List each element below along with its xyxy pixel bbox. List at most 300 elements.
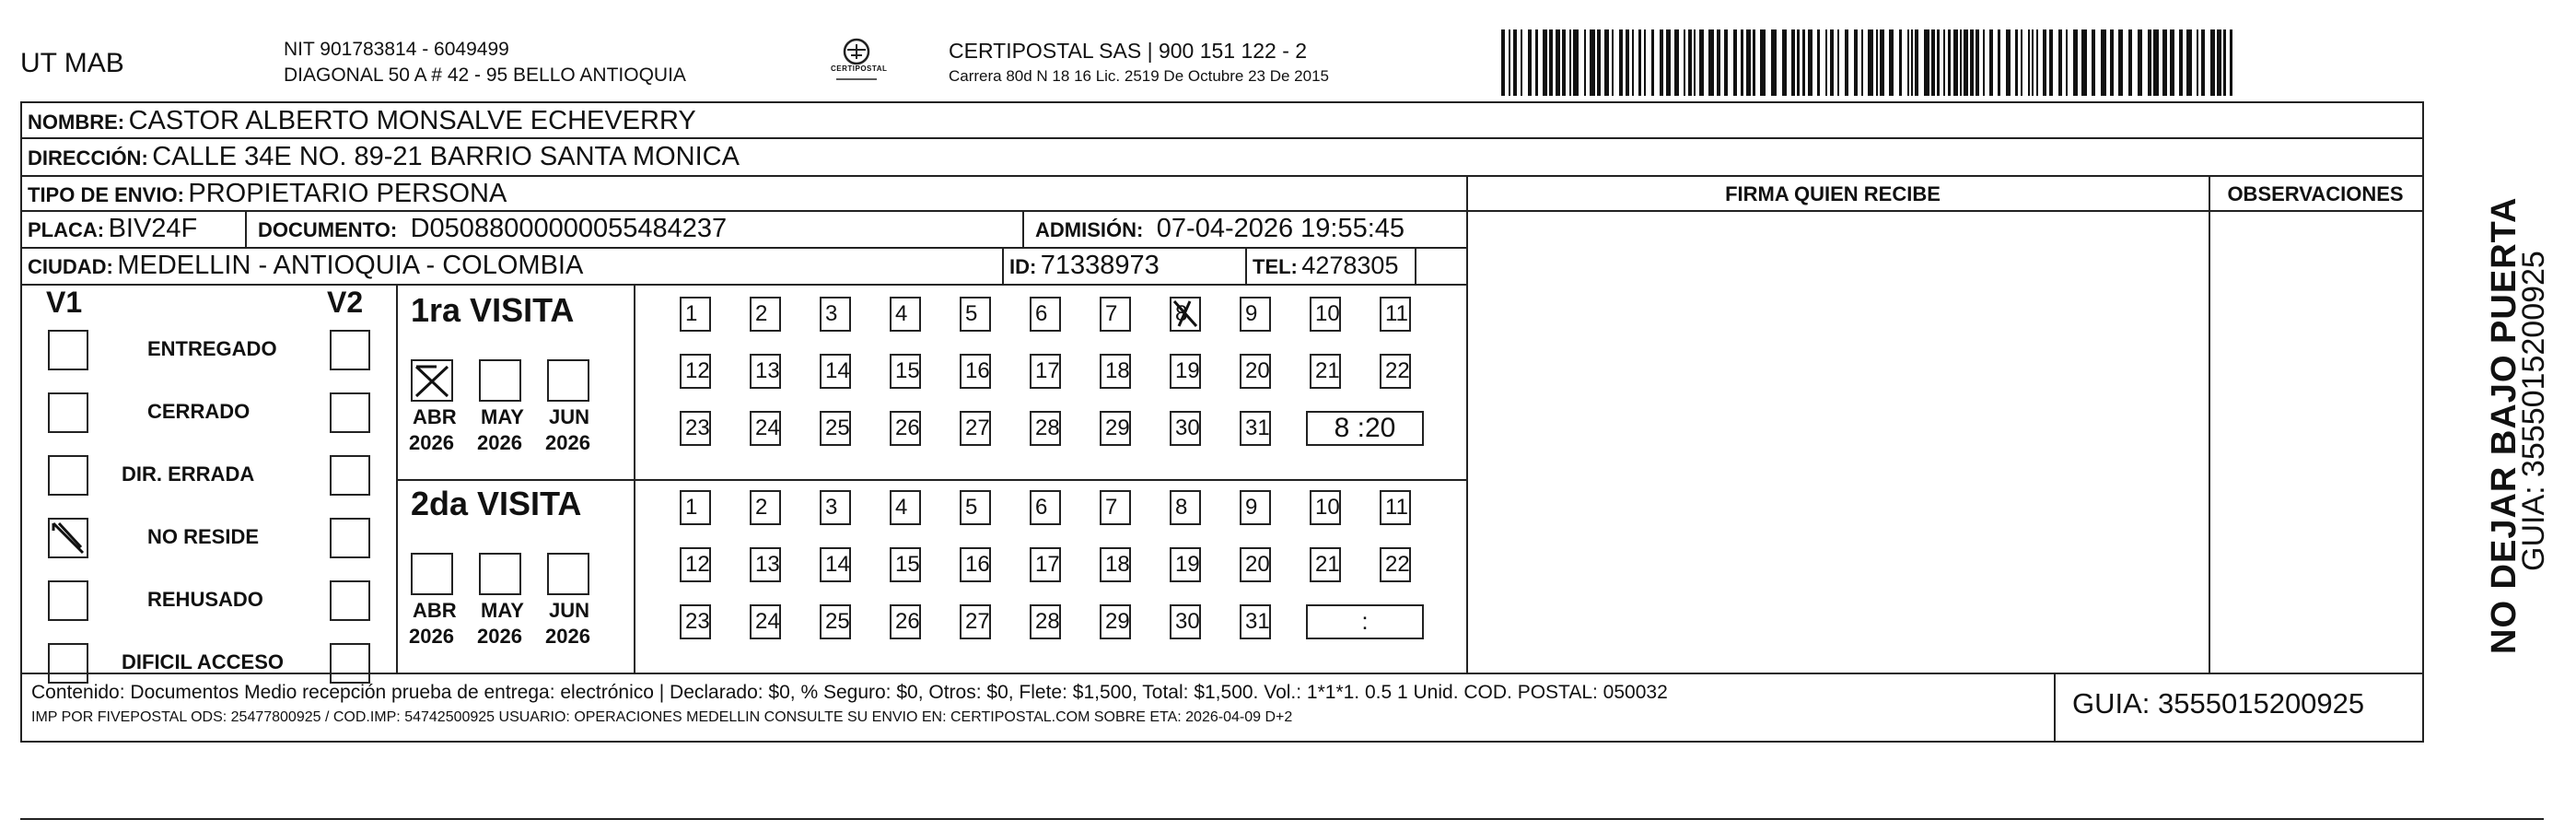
- day-box[interactable]: [1310, 297, 1341, 332]
- v2-checkbox[interactable]: [330, 392, 370, 433]
- barcode-bar: [1733, 29, 1737, 96]
- day-label: 28: [1035, 416, 1060, 440]
- day-box[interactable]: [960, 354, 991, 389]
- day-label: 21: [1315, 552, 1340, 577]
- barcode-bar: [1861, 29, 1863, 96]
- barcode-bar: [1943, 29, 1945, 96]
- barcode-bar: [1638, 29, 1641, 96]
- v1-label: V1: [46, 286, 83, 319]
- day-label: 15: [895, 552, 920, 577]
- day-box[interactable]: [820, 297, 851, 332]
- barcode-bar: [1817, 29, 1820, 96]
- v2-label: V2: [327, 286, 364, 319]
- day-box[interactable]: [1240, 354, 1271, 389]
- documento-row: [258, 212, 727, 245]
- barcode-bar: [1626, 29, 1629, 96]
- barcode-bar: [1931, 29, 1935, 96]
- day-label: 9: [1245, 301, 1258, 326]
- barcode-bar: [2201, 29, 2205, 96]
- barcode-bar: [2118, 29, 2123, 96]
- admision-value: 07-04-2026 19:55:45: [1156, 214, 1405, 243]
- barcode-bar: [1970, 29, 1974, 96]
- side-notice-text: NO DEJAR BAJO PUERTA: [2485, 196, 2524, 654]
- day-label: 4: [895, 301, 908, 326]
- day-label: 16: [965, 358, 990, 383]
- day-box[interactable]: [1100, 604, 1131, 639]
- status-label: CERRADO: [147, 400, 251, 423]
- day-box[interactable]: [890, 604, 921, 639]
- barcode-bar: [1953, 29, 1958, 96]
- company-name: UT MAB: [20, 48, 124, 78]
- day-box[interactable]: [890, 297, 921, 332]
- tipo-row: [28, 177, 507, 210]
- day-label: 20: [1245, 552, 1270, 577]
- barcode-bar: [1889, 29, 1894, 96]
- day-label: 6: [1035, 301, 1048, 326]
- day-box[interactable]: [680, 490, 711, 525]
- v2-checkbox[interactable]: [330, 455, 370, 496]
- day-label: 9: [1245, 495, 1258, 520]
- day-box[interactable]: [890, 354, 921, 389]
- barcode-bar: [1782, 29, 1787, 96]
- day-box[interactable]: [1170, 411, 1201, 446]
- barcode-bar: [1562, 29, 1566, 96]
- day-box[interactable]: [1240, 411, 1271, 446]
- footer-print-info: IMP POR FIVEPOSTAL ODS: 25477800925 / COD.IMP: 54742500925 USUARIO: OPERACIONES MEDELLIN CONSULTE SU ENVIO EN: CERTIPOSTAL.COM SOBRE ETA: 2026-04-09 D+2: [31, 709, 1293, 725]
- v1-checkbox[interactable]: [48, 455, 88, 496]
- day-label: 8: [1175, 495, 1188, 520]
- v2-checkbox[interactable]: [330, 580, 370, 621]
- v1-checkbox[interactable]: [48, 330, 88, 370]
- day-box[interactable]: [1170, 297, 1201, 332]
- barcode-bar: [1830, 29, 1834, 96]
- barcode-bar: [1674, 29, 1679, 96]
- barcode-bar: [1724, 29, 1728, 96]
- barcode-bar: [1584, 29, 1586, 96]
- barcode-bar: [1825, 29, 1827, 96]
- first-visit-time[interactable]: 8 :20: [1306, 411, 1424, 446]
- day-label: 31: [1245, 609, 1270, 634]
- barcode-bar: [2101, 29, 2106, 96]
- day-label: 18: [1105, 552, 1130, 577]
- barcode-bar: [2230, 29, 2232, 96]
- day-box[interactable]: [1030, 547, 1061, 582]
- day-label: 5: [965, 495, 978, 520]
- company-nit: NIT 901783814 - 6049499: [284, 39, 509, 60]
- month-checkbox[interactable]: [411, 359, 453, 402]
- barcode-bar: [1837, 29, 1839, 96]
- barcode-bar: [1808, 29, 1813, 96]
- barcode-bar: [1771, 29, 1777, 96]
- divider: [1415, 247, 1416, 284]
- day-box[interactable]: [680, 411, 711, 446]
- barcode-bar: [1948, 29, 1951, 96]
- day-box[interactable]: [890, 547, 921, 582]
- barcode-bar: [1660, 29, 1663, 96]
- barcode-bar: [1976, 29, 1979, 96]
- barcode-bar: [2162, 29, 2167, 96]
- day-box[interactable]: [1310, 547, 1341, 582]
- year-label: 2026: [545, 431, 590, 454]
- day-box[interactable]: [680, 354, 711, 389]
- barcode-bar: [1854, 29, 1858, 96]
- day-label: 1: [685, 495, 698, 520]
- day-label: 14: [825, 358, 850, 383]
- barcode-bar: [1937, 29, 1940, 96]
- month-label: ABR: [413, 405, 457, 428]
- barcode-bar: [1549, 29, 1553, 96]
- company-address: DIAGONAL 50 A # 42 - 95 BELLO ANTIOQUIA: [284, 64, 686, 86]
- day-label: 11: [1385, 301, 1408, 326]
- documento-label: DOCUMENTO:: [258, 218, 398, 241]
- firma-header: FIRMA QUIEN RECIBE: [1725, 182, 1941, 205]
- day-label: 12: [685, 358, 710, 383]
- side-guia-text: GUIA: 3555015200925: [2516, 251, 2551, 571]
- day-box[interactable]: [1380, 547, 1411, 582]
- day-label: 25: [825, 416, 850, 440]
- barcode-bar: [1590, 29, 1595, 96]
- month-label: MAY: [481, 599, 524, 622]
- v1-checkbox[interactable]: [48, 643, 88, 684]
- barcode-bar: [1998, 29, 2000, 96]
- second-visit-label: 2da VISITA: [411, 485, 582, 522]
- day-box[interactable]: [750, 490, 781, 525]
- tipo-label: TIPO DE ENVIO:: [28, 183, 184, 206]
- day-label: 18: [1105, 358, 1130, 383]
- barcode-bar: [2138, 29, 2142, 96]
- day-box[interactable]: [1310, 490, 1341, 525]
- barcode-bar: [1746, 29, 1751, 96]
- day-box[interactable]: [960, 490, 991, 525]
- month-label: MAY: [481, 405, 524, 428]
- v2-checkbox[interactable]: [330, 330, 370, 370]
- day-box[interactable]: [1170, 490, 1201, 525]
- day-label: 3: [825, 301, 838, 326]
- day-label: 7: [1105, 301, 1118, 326]
- month-checkbox[interactable]: [479, 553, 521, 595]
- divider: [1466, 210, 2424, 212]
- ciudad-label: CIUDAD:: [28, 255, 113, 278]
- divider: [20, 137, 2424, 139]
- day-label: 11: [1385, 495, 1408, 520]
- carrier-license: Carrera 80d N 18 16 Lic. 2519 De Octubre 23 De 2015: [949, 67, 1329, 85]
- barcode-bar: [1802, 29, 1805, 96]
- status-label: DIFICIL ACCESO: [122, 650, 285, 673]
- v1-checkbox[interactable]: [48, 392, 88, 433]
- barcode-bar: [2170, 29, 2174, 96]
- divider: [20, 284, 1466, 286]
- v2-checkbox[interactable]: [330, 518, 370, 558]
- status-label: DIR. ERRADA: [122, 462, 255, 486]
- day-box[interactable]: [680, 297, 711, 332]
- barcode-bar: [1501, 29, 1505, 96]
- first-visit-label: 1ra VISITA: [411, 291, 575, 329]
- day-box[interactable]: [1240, 490, 1271, 525]
- day-label: 10: [1315, 495, 1340, 520]
- day-box[interactable]: [1030, 354, 1061, 389]
- day-box[interactable]: [1030, 297, 1061, 332]
- barcode-bar: [2058, 29, 2062, 96]
- barcode-bar: [1666, 29, 1671, 96]
- barcode-bar: [1556, 29, 1560, 96]
- bottom-rule: [20, 818, 2544, 820]
- day-box[interactable]: [750, 604, 781, 639]
- day-label: 23: [685, 609, 710, 634]
- carrier-name: CERTIPOSTAL SAS | 900 151 122 - 2: [949, 39, 1308, 63]
- day-label: 10: [1315, 301, 1340, 326]
- barcode-bar: [1924, 29, 1929, 96]
- second-visit-time[interactable]: :: [1306, 604, 1424, 639]
- barcode-bar: [2217, 29, 2221, 96]
- footer-content: Contenido: Documentos Medio recepción prueba de entrega: electrónico | Declarado: $0, % Seguro: $0, Otros: $0, Flete: $1,500, Total: $1,500. Vol.: 1*1*1. 0.5 1 Unid. COD. POSTAL: 050032: [31, 682, 1668, 703]
- day-box[interactable]: [1170, 604, 1201, 639]
- divider: [20, 673, 2424, 674]
- day-box[interactable]: [1170, 354, 1201, 389]
- year-label: 2026: [477, 625, 522, 648]
- day-box[interactable]: [1030, 411, 1061, 446]
- day-label: 3: [825, 495, 838, 520]
- day-label: 14: [825, 552, 850, 577]
- day-box[interactable]: [960, 604, 991, 639]
- day-box[interactable]: [1240, 547, 1271, 582]
- status-label: REHUSADO: [147, 588, 263, 611]
- id-label: ID:: [1009, 255, 1037, 278]
- day-label: 24: [755, 609, 780, 634]
- barcode-bar: [1911, 29, 1913, 96]
- v1-checkbox[interactable]: [48, 518, 88, 558]
- ciudad-row: [28, 249, 583, 282]
- month-label: ABR: [413, 599, 457, 622]
- day-box[interactable]: [820, 547, 851, 582]
- barcode-bar: [1521, 29, 1522, 96]
- barcode-bar: [1791, 29, 1795, 96]
- barcode-bar: [2081, 29, 2087, 96]
- barcode-bar: [2128, 29, 2132, 96]
- barcode-bar: [2110, 29, 2114, 96]
- day-box[interactable]: [890, 490, 921, 525]
- day-box[interactable]: [1100, 547, 1131, 582]
- day-box[interactable]: [1240, 297, 1271, 332]
- day-label: 2: [755, 495, 768, 520]
- nombre-row: [28, 104, 696, 137]
- day-box[interactable]: [1100, 411, 1131, 446]
- day-label: 24: [755, 416, 780, 440]
- month-checkbox[interactable]: [547, 553, 589, 595]
- v2-checkbox[interactable]: [330, 643, 370, 684]
- barcode-bar: [1699, 29, 1704, 96]
- day-box[interactable]: [1380, 297, 1411, 332]
- barcode-bar: [1915, 29, 1918, 96]
- placa-row: [28, 212, 197, 245]
- divider: [634, 284, 635, 673]
- year-label: 2026: [409, 431, 454, 454]
- day-box[interactable]: [890, 411, 921, 446]
- day-label: 15: [895, 358, 920, 383]
- barcode-bar: [1868, 29, 1873, 96]
- day-label: 31: [1245, 416, 1270, 440]
- barcode-bar: [2148, 29, 2151, 96]
- day-label: 22: [1385, 552, 1410, 577]
- day-box[interactable]: [960, 547, 991, 582]
- id-row: [1009, 249, 1160, 282]
- day-label: 21: [1315, 358, 1340, 383]
- barcode-bar: [1688, 29, 1692, 96]
- barcode-bar: [1651, 29, 1654, 96]
- barcode-bar: [1741, 29, 1743, 96]
- barcode-bar: [2043, 29, 2046, 96]
- day-box[interactable]: [1100, 354, 1131, 389]
- barcode-bar: [1569, 29, 1571, 96]
- barcode-bar: [1899, 29, 1902, 96]
- day-label: 5: [965, 301, 978, 326]
- day-box[interactable]: [820, 354, 851, 389]
- barcode-bar: [1845, 29, 1848, 96]
- day-box[interactable]: [820, 604, 851, 639]
- barcode-bar: [2223, 29, 2226, 96]
- divider: [1002, 247, 1004, 284]
- admision-row: [1035, 212, 1405, 245]
- placa-label: PLACA:: [28, 218, 105, 241]
- tel-label: TEL:: [1253, 255, 1298, 278]
- day-label: 25: [825, 609, 850, 634]
- day-label: 30: [1175, 416, 1200, 440]
- barcode-bar: [2066, 29, 2068, 96]
- documento-value: D05088000000055484237: [410, 214, 728, 243]
- day-label: 2: [755, 301, 768, 326]
- day-label: 12: [685, 552, 710, 577]
- day-label: 28: [1035, 609, 1060, 634]
- day-box[interactable]: [1240, 604, 1271, 639]
- tel-row: [1253, 249, 1398, 282]
- year-label: 2026: [477, 431, 522, 454]
- barcode-bar: [1684, 29, 1685, 96]
- barcode-bar: [1760, 29, 1766, 96]
- tel-value: 4278305: [1301, 252, 1399, 279]
- day-box[interactable]: [750, 547, 781, 582]
- barcode-bar: [1876, 29, 1878, 96]
- day-box[interactable]: [1380, 490, 1411, 525]
- day-label: 19: [1175, 358, 1200, 383]
- month-label: JUN: [549, 599, 590, 622]
- barcode-bar: [1989, 29, 1993, 96]
- day-box[interactable]: [1170, 547, 1201, 582]
- day-label: 13: [755, 552, 780, 577]
- divider: [1245, 247, 1247, 284]
- day-label: 27: [965, 609, 990, 634]
- day-box[interactable]: [1030, 490, 1061, 525]
- day-box[interactable]: [750, 411, 781, 446]
- barcode-bar: [1543, 29, 1547, 96]
- barcode-bar: [1717, 29, 1720, 96]
- divider: [1466, 175, 1468, 673]
- day-label: 29: [1105, 609, 1130, 634]
- placa-value: BIV24F: [108, 214, 198, 243]
- barcode: [1501, 29, 2238, 96]
- v1-checkbox[interactable]: [48, 580, 88, 621]
- barcode-bar: [1535, 29, 1538, 96]
- barcode-bar: [2197, 29, 2198, 96]
- month-checkbox[interactable]: [479, 359, 521, 402]
- tipo-value: PROPIETARIO PERSONA: [188, 179, 507, 208]
- day-label: 29: [1105, 416, 1130, 440]
- direccion-value: CALLE 34E NO. 89-21 BARRIO SANTA MONICA: [152, 142, 740, 171]
- barcode-bar: [1644, 29, 1646, 96]
- barcode-bar: [2179, 29, 2183, 96]
- divider: [396, 479, 1466, 481]
- day-label: 23: [685, 416, 710, 440]
- observaciones-header: OBSERVACIONES: [2227, 182, 2404, 205]
- barcode-bar: [2153, 29, 2159, 96]
- day-label: 6: [1035, 495, 1048, 520]
- id-value: 71338973: [1040, 251, 1160, 280]
- day-label: 19: [1175, 552, 1200, 577]
- barcode-bar: [1694, 29, 1696, 96]
- day-box[interactable]: [1030, 604, 1061, 639]
- divider: [396, 284, 398, 673]
- nombre-label: NOMBRE:: [28, 111, 125, 134]
- day-label: 27: [965, 416, 990, 440]
- barcode-bar: [1797, 29, 1800, 96]
- month-checkbox[interactable]: [547, 359, 589, 402]
- month-label: JUN: [549, 405, 590, 428]
- day-box[interactable]: [1100, 490, 1131, 525]
- barcode-bar: [2006, 29, 2011, 96]
- divider: [1022, 210, 1024, 247]
- barcode-bar: [1632, 29, 1634, 96]
- day-label: 20: [1245, 358, 1270, 383]
- direccion-label: DIRECCIÓN:: [28, 146, 148, 170]
- barcode-bar: [1612, 29, 1614, 96]
- day-box[interactable]: [960, 411, 991, 446]
- day-box[interactable]: [680, 604, 711, 639]
- barcode-bar: [1983, 29, 1985, 96]
- day-label: 7: [1105, 495, 1118, 520]
- day-box[interactable]: [820, 490, 851, 525]
- day-label: 4: [895, 495, 908, 520]
- day-label: 16: [965, 552, 990, 577]
- barcode-bar: [2015, 29, 2018, 96]
- barcode-bar: [1907, 29, 1909, 96]
- barcode-bar: [1753, 29, 1755, 96]
- day-box[interactable]: [680, 547, 711, 582]
- barcode-bar: [2028, 29, 2030, 96]
- side-notice: [2413, 101, 2560, 654]
- direccion-row: [28, 140, 740, 173]
- day-box[interactable]: [960, 297, 991, 332]
- day-box[interactable]: [1310, 354, 1341, 389]
- day-box[interactable]: [820, 411, 851, 446]
- year-label: 2026: [409, 625, 454, 648]
- barcode-bar: [1513, 29, 1517, 96]
- day-box[interactable]: [750, 297, 781, 332]
- barcode-bar: [1960, 29, 1962, 96]
- day-label: 17: [1035, 552, 1060, 577]
- day-label: 26: [895, 416, 920, 440]
- month-checkbox[interactable]: [411, 553, 453, 595]
- day-label: 8: [1175, 301, 1188, 326]
- day-box[interactable]: [750, 354, 781, 389]
- day-box[interactable]: [1100, 297, 1131, 332]
- day-box[interactable]: [1380, 354, 1411, 389]
- year-label: 2026: [545, 625, 590, 648]
- barcode-bar: [1880, 29, 1884, 96]
- barcode-bar: [1573, 29, 1579, 96]
- day-label: 17: [1035, 358, 1060, 383]
- barcode-bar: [2032, 29, 2034, 96]
- barcode-bar: [1597, 29, 1601, 96]
- status-label: NO RESIDE: [147, 525, 260, 548]
- day-label: 22: [1385, 358, 1410, 383]
